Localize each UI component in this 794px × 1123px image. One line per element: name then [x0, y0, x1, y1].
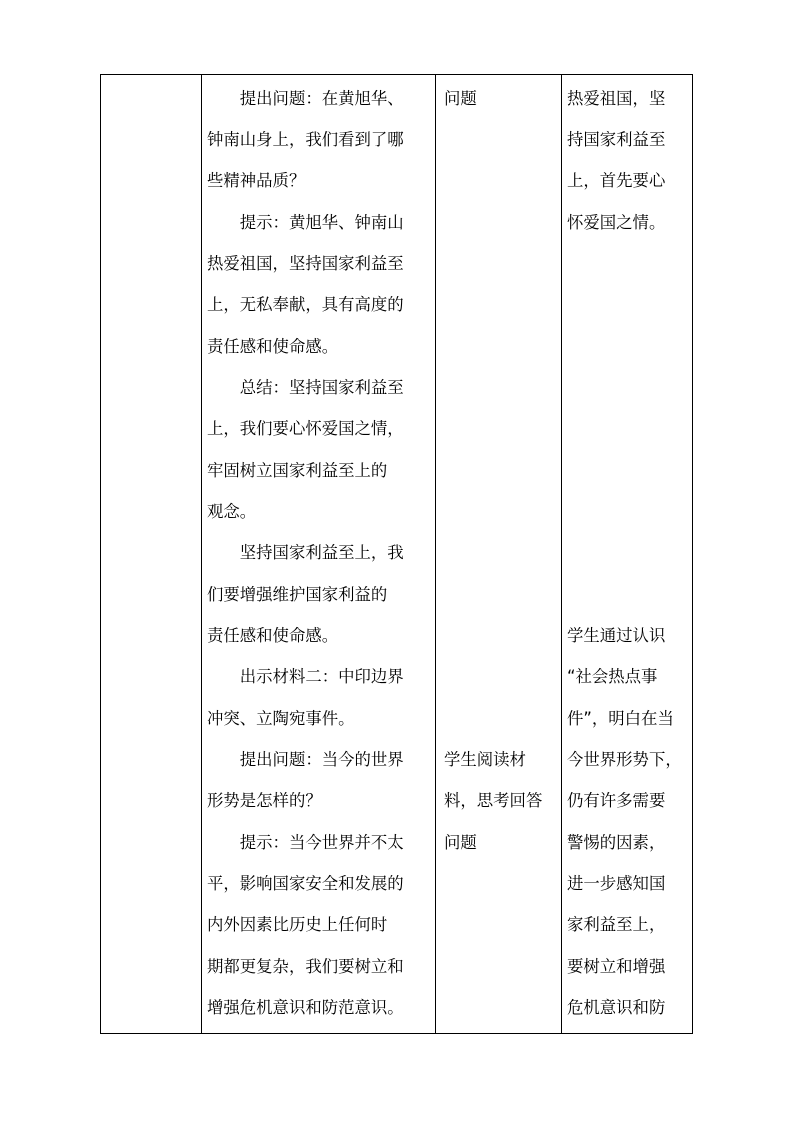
text-line: 上，我们要心怀爱国之情，	[207, 419, 404, 438]
column-divider-1	[201, 75, 202, 1033]
text-line: 增强危机意识和防范意识。	[207, 998, 404, 1017]
text-line: 上，无私奉献，具有高度的	[207, 295, 404, 314]
text-line: 料，思考回答	[444, 791, 543, 810]
text-line: 冲突、立陶宛事件。	[207, 709, 355, 728]
lesson-plan-table	[100, 74, 693, 1034]
text-line: 提示：当今世界并不太	[207, 833, 404, 852]
text-line: “社会热点事	[567, 667, 658, 686]
text-line: 学生阅读材	[444, 750, 526, 769]
text-line: 内外因素比历史上任何时	[207, 915, 388, 934]
text-line: 平，影响国家安全和发展的	[207, 874, 404, 893]
text-line: 热爱祖国，坚持国家利益至	[207, 254, 404, 273]
text-line: 仍有许多需要	[567, 791, 666, 810]
text-line: 问题	[444, 833, 477, 852]
text-line: 警惕的因素，	[567, 833, 666, 852]
column-1-cell	[101, 75, 201, 1033]
text-line: 期都更复杂，我们要树立和	[207, 957, 404, 976]
text-line: 观念。	[207, 502, 257, 521]
text-line: 学生通过认识	[567, 626, 666, 645]
text-line: 要树立和增强	[567, 957, 666, 976]
text-line: 提出问题：当今的世界	[207, 750, 404, 769]
text-line: 们要增强维护国家利益的	[207, 585, 388, 604]
text-line: 责任感和使命感。	[207, 626, 339, 645]
text-line: 今世界形势下，	[567, 750, 682, 769]
text-line: 钟南山身上，我们看到了哪	[207, 130, 404, 149]
text-line: 坚持国家利益至上，我	[207, 543, 404, 562]
text-line: 持国家利益至	[567, 130, 666, 149]
text-line: 提示：黄旭华、钟南山	[207, 213, 404, 232]
text-line: 进一步感知国	[567, 874, 666, 893]
text-line: 总结：坚持国家利益至	[207, 378, 404, 397]
text-line: 上，首先要心	[567, 171, 666, 190]
text-line: 怀爱国之情。	[567, 213, 666, 232]
text-line: 责任感和使命感。	[207, 337, 339, 356]
text-line: 家利益至上，	[567, 915, 666, 934]
column-divider-2	[435, 75, 436, 1033]
text-line: 热爱祖国，坚	[567, 89, 666, 108]
text-line: 些精神品质？	[207, 171, 306, 190]
text-line: 件”，明白在当	[567, 709, 674, 728]
column-divider-3	[561, 75, 562, 1033]
text-line: 危机意识和防	[567, 998, 666, 1017]
text-line: 问题	[444, 89, 477, 108]
text-line: 形势是怎样的？	[207, 791, 322, 810]
text-line: 提出问题：在黄旭华、	[207, 89, 404, 108]
text-line: 出示材料二：中印边界	[207, 667, 404, 686]
text-line: 牢固树立国家利益至上的	[207, 461, 388, 480]
